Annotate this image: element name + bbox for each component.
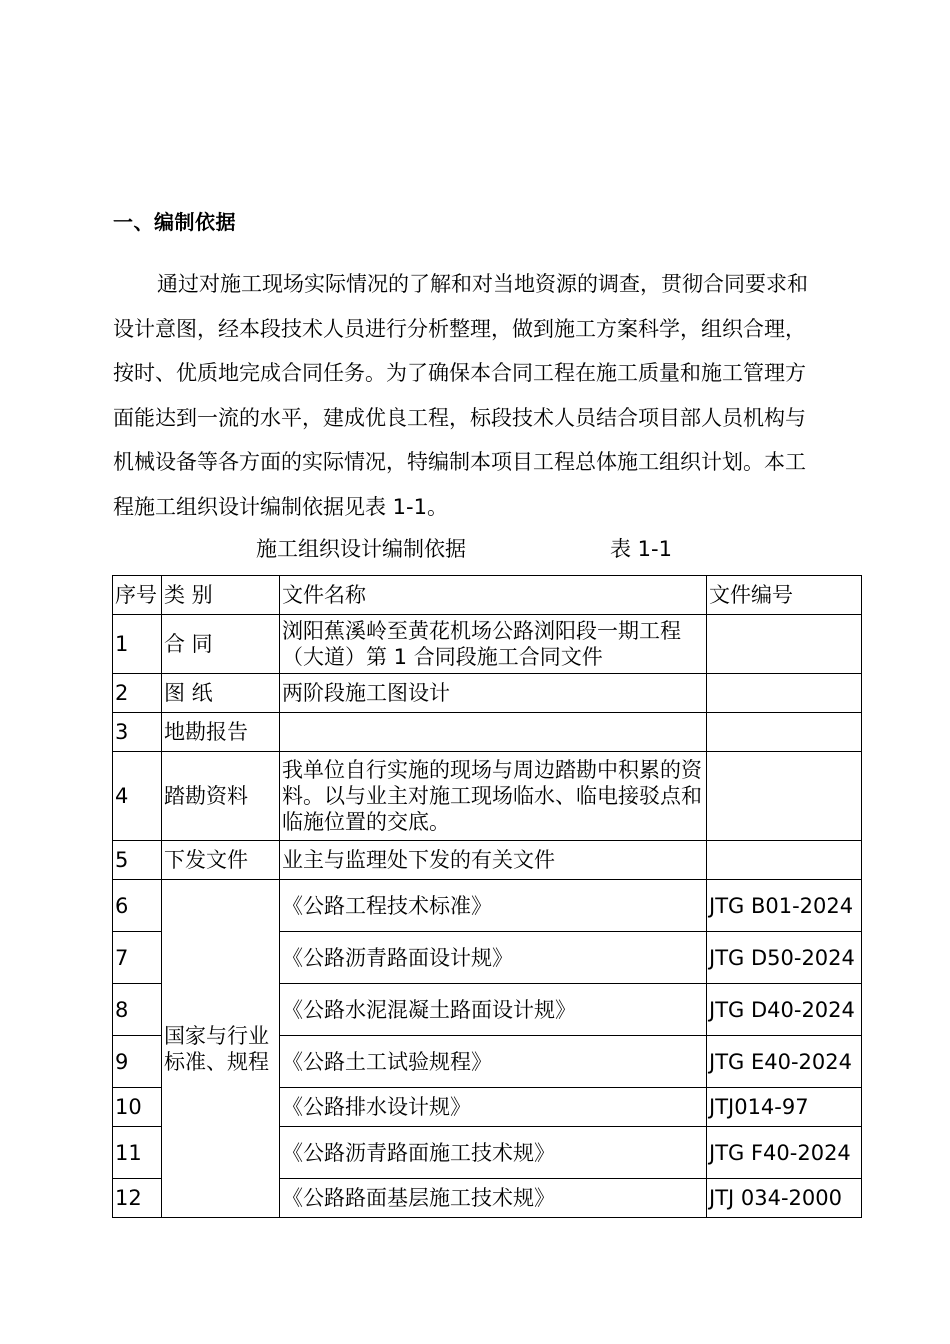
cell-name: 《公路土工试验规程》 [280,1036,707,1088]
header-name: 文件名称 [280,576,707,615]
cell-code: JTG D50-2024 [707,932,862,984]
basis-table [112,575,862,1218]
cell-code [707,713,862,752]
table-row [113,841,862,880]
cell-name: 浏阳蕉溪岭至黄花机场公路浏阳段一期工程（大道）第 1 合同段施工合同文件 [280,615,707,674]
cell-no: 4 [113,752,162,841]
table-caption-title: 施工组织设计编制依据 [256,537,466,561]
cell-category: 下发文件 [162,841,280,880]
cell-no: 11 [113,1127,162,1179]
cell-no: 3 [113,713,162,752]
cell-name: 《公路路面基层施工技术规》 [280,1179,707,1218]
table-row [113,615,862,674]
cell-no: 2 [113,674,162,713]
cell-no: 7 [113,932,162,984]
header-category: 类 别 [162,576,280,615]
table-row [113,713,862,752]
table-caption-number: 表 1-1 [610,537,672,561]
cell-code [707,674,862,713]
cell-name: 《公路沥青路面设计规》 [280,932,707,984]
paragraph-line: 面能达到一流的水平，建成优良工程，标段技术人员结合项目部人员机构与 [113,405,806,430]
paragraph-line: 程施工组织设计编制依据见表 1-1。 [113,494,448,519]
cell-name: 两阶段施工图设计 [280,674,707,713]
cell-no: 8 [113,984,162,1036]
cell-name: 《公路沥青路面施工技术规》 [280,1127,707,1179]
table-header-row [113,576,862,615]
table-row [113,674,862,713]
cell-category: 合 同 [162,615,280,674]
cell-name: 《公路排水设计规》 [280,1088,707,1127]
table-row [113,880,862,932]
section-heading: 一、编制依据 [113,210,236,234]
cell-code: JTG F40-2024 [707,1127,862,1179]
cell-code [707,841,862,880]
cell-category: 图 纸 [162,674,280,713]
table-row [113,752,862,841]
paragraph-line: 通过对施工现场实际情况的了解和对当地资源的调查，贯彻合同要求和 [157,272,808,296]
cell-code [707,752,862,841]
cell-code: JTJ014-97 [707,1088,862,1127]
cell-category: 踏勘资料 [162,752,280,841]
cell-code: JTG E40-2024 [707,1036,862,1088]
cell-category-merged: 国家与行业标准、规程 [162,880,280,1218]
cell-no: 5 [113,841,162,880]
cell-no: 1 [113,615,162,674]
cell-no: 6 [113,880,162,932]
cell-category: 地勘报告 [162,713,280,752]
cell-name [280,713,707,752]
paragraph-line: 机械设备等各方面的实际情况，特编制本项目工程总体施工组织计划。本工 [113,450,806,474]
cell-name: 《公路水泥混凝土路面设计规》 [280,984,707,1036]
cell-no: 10 [113,1088,162,1127]
cell-code: JTJ 034-2000 [707,1179,862,1218]
cell-name: 业主与监理处下发的有关文件 [280,841,707,880]
cell-code [707,615,862,674]
header-code: 文件编号 [707,576,862,615]
cell-no: 9 [113,1036,162,1088]
cell-name: 《公路工程技术标准》 [280,880,707,932]
header-no: 序号 [113,576,162,615]
paragraph-line: 按时、优质地完成合同任务。为了确保本合同工程在施工质量和施工管理方 [113,361,806,385]
cell-code: JTG D40-2024 [707,984,862,1036]
cell-name: 我单位自行实施的现场与周边踏勘中积累的资料。以与业主对施工现场临水、临电接驳点和临施位置的交底。 [280,752,707,841]
paragraph-line: 设计意图，经本段技术人员进行分析整理，做到施工方案科学，组织合理， [113,316,806,341]
cell-code: JTG B01-2024 [707,880,862,932]
intro-paragraph [113,262,853,529]
cell-no: 12 [113,1179,162,1218]
